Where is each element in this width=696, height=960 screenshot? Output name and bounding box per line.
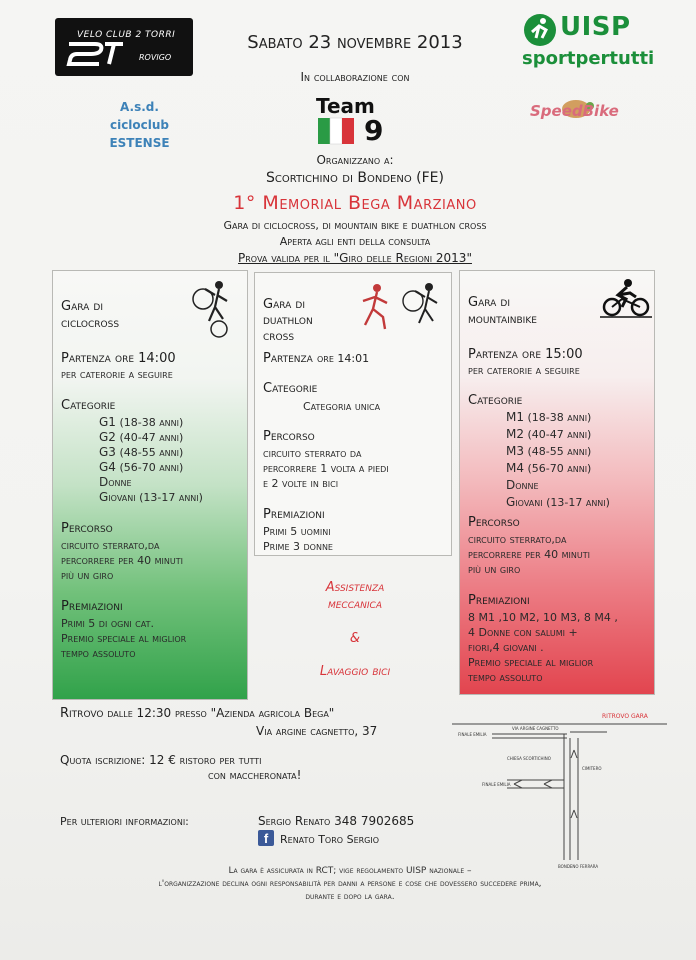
right-category-list — [506, 409, 610, 511]
map-bondeno: BONDENO FERRARA — [558, 864, 599, 869]
map-via-argine: VIA ARGINE CAGNETTO — [512, 726, 559, 731]
quota-text-2: con maccheronata! — [208, 768, 302, 782]
map-cimitero: CIMITERO — [582, 766, 602, 771]
mid-partenza-time: ore 14:01 — [316, 352, 370, 365]
runner-icon — [355, 281, 395, 337]
map-ritrovo-label: RITROVO GARA — [602, 713, 648, 720]
footer-line3: durante e dopo la gara. — [305, 892, 395, 902]
contact-name: Sergio Renato — [258, 814, 331, 828]
assist-ampersand: & — [349, 631, 361, 646]
asd-line: cicloclub — [109, 118, 170, 132]
category-item: Donne — [99, 475, 132, 489]
right-partenza — [468, 347, 583, 363]
mid-prem-line: Prime 3 donne — [263, 540, 333, 553]
asd-line: ESTENSE — [109, 136, 170, 150]
mid-partenza-label: Partenza — [263, 351, 313, 366]
category-item: G2 (40-47 anni) — [99, 430, 184, 444]
address-text: Via argine cagnetto, 37 — [256, 724, 378, 738]
right-title1: Gara di — [468, 295, 510, 310]
cyclocross-rider-icon — [189, 277, 237, 341]
event-place: Scortichino di Bondeno (FE) — [266, 170, 444, 186]
mid-prem-line: Primi 5 uomini — [263, 525, 331, 538]
uisp-text: UISP — [560, 12, 631, 42]
uisp-subtext: sportpertutti — [522, 48, 655, 69]
mid-categorie: Categorie — [263, 381, 318, 396]
mid-premiazioni: Premiazioni — [263, 507, 325, 522]
category-item: M3 (48-55 anni) — [506, 444, 592, 458]
left-partenza-time: ore 14:00 — [114, 351, 176, 366]
right-prem-line: 8 M1 ,10 M2, 10 M3, 8 M4 , — [468, 611, 618, 624]
quota-row — [60, 753, 262, 767]
right-partenza-label: Partenza — [468, 347, 518, 362]
category-item: Giovani (13-17 anni) — [506, 495, 610, 509]
left-title1: Gara di — [61, 299, 103, 314]
uisp-logo — [520, 8, 660, 78]
contact-phone: 348 7902685 — [334, 814, 415, 828]
left-percorso-line: più un giro — [61, 569, 114, 582]
giro-regioni-text: Prova valida per il "Giro delle Regioni 2013" — [238, 251, 472, 265]
left-partenza — [61, 351, 176, 367]
right-percorso-line: più un giro — [468, 563, 521, 576]
map-finale-emilia-1: FINALE EMILIA — [458, 732, 487, 737]
left-partenza-sub: per caterorie a seguire — [61, 368, 173, 381]
organizzano-text: Organizzano a: — [316, 153, 394, 167]
right-prem-line: fiori,4 giovani . — [468, 641, 544, 654]
left-title2: ciclocross — [61, 316, 120, 331]
right-percorso: Percorso — [468, 515, 520, 530]
club-logo-line2: ROVIGO — [139, 53, 172, 62]
left-category-list — [99, 415, 203, 505]
right-percorso-line: percorrere per 40 minuti — [468, 548, 590, 561]
map-chiesa: CHIESA SCORTICHINO — [507, 756, 551, 761]
mid-percorso-line: percorrere 1 volta a piedi — [263, 462, 389, 475]
uisp-runner-icon — [522, 12, 558, 48]
assist-line2: meccanica — [327, 597, 382, 612]
velo-club-logo — [55, 18, 193, 76]
mid-percorso-line: circuito sterrato da — [263, 447, 362, 460]
race-types: Gara di ciclocross, di mountain bike e duathlon cross — [223, 219, 487, 232]
mid-percorso: Percorso — [263, 429, 315, 444]
team-logo-text: Team — [316, 94, 375, 118]
mid-title2: duathlon — [263, 313, 313, 328]
mid-title3: cross — [263, 329, 295, 344]
speedbike-logo — [528, 92, 638, 132]
cyclocross-rider-icon — [401, 279, 447, 339]
category-item: M4 (56-70 anni) — [506, 461, 592, 475]
left-prem-line: tempo assoluto — [61, 647, 136, 660]
asd-line: A.s.d. — [120, 100, 159, 114]
mid-percorso-line: e 2 volte in bici — [263, 477, 339, 490]
right-percorso-line: circuito sterrato,da — [468, 533, 567, 546]
asd-cicloclub-estense — [92, 98, 187, 152]
ritrovo-text: dalle 12:30 presso "Azienda agricola Bega" — [107, 706, 335, 720]
right-partenza-time: ore 15:00 — [521, 347, 583, 362]
category-item: G1 (18-38 anni) — [99, 415, 184, 429]
left-partenza-label: Partenza — [61, 351, 111, 366]
left-premiazioni: Premiazioni — [61, 599, 123, 614]
right-prem-line: 4 Donne con salumi + — [468, 626, 578, 639]
quota-text: 12 € ristoro per tutti — [149, 753, 262, 767]
right-premiazioni: Premiazioni — [468, 593, 530, 608]
footer-line1: La gara è assicurata in RCT; vige regolamento UISP nazionale – — [228, 866, 472, 876]
club-logo-line1: VELO CLUB 2 TORRI — [77, 30, 176, 40]
category-item: G3 (48-55 anni) — [99, 445, 184, 459]
right-prem-line: Premio speciale al miglior — [468, 656, 594, 669]
left-percorso-line: circuito sterrato,da — [61, 539, 160, 552]
event-date: Sabato 23 novembre 2013 — [247, 32, 463, 53]
team9-logo — [312, 94, 390, 146]
memorial-title: 1° Memorial Bega Marziano — [233, 192, 477, 214]
quota-label: Quota iscrizione: — [60, 753, 146, 767]
left-prem-line: Premio speciale al miglior — [61, 632, 187, 645]
mid-partenza — [263, 351, 369, 367]
speedbike-text: SpeedBike — [530, 102, 619, 120]
category-item: Giovani (13-17 anni) — [99, 490, 203, 504]
ciclocross-panel — [52, 270, 248, 700]
assist-line1: Assistenza — [325, 580, 385, 595]
assist-line3: Lavaggio bici — [319, 664, 391, 679]
left-categorie: Categorie — [61, 398, 116, 413]
mid-cat-unica: Categoria unica — [303, 400, 381, 413]
open-to-text: Aperta agli enti della consulta — [279, 235, 431, 248]
footer-line2: l'organizzazione declina ogni responsabilità per danni a persone e cose che dovessero succedere prima, — [158, 879, 542, 889]
right-categorie: Categorie — [468, 393, 523, 408]
category-item: M1 (18-38 anni) — [506, 410, 592, 424]
map-finale-emilia-2: FINALE EMILIA — [482, 782, 511, 787]
mountainbike-rider-icon — [600, 277, 652, 319]
left-percorso-line: percorrere per 40 minuti — [61, 554, 183, 567]
category-item: Donne — [506, 478, 539, 492]
right-prem-line: tempo assoluto — [468, 671, 543, 684]
category-item: G4 (56-70 anni) — [99, 460, 184, 474]
duathlon-panel — [254, 272, 452, 556]
facebook-icon: f — [258, 830, 274, 846]
ritrovo-row — [60, 706, 334, 721]
team-logo-number: 9 — [364, 114, 384, 147]
info-label: Per ulteriori informazioni: — [60, 815, 189, 828]
route-map — [452, 710, 677, 870]
left-percorso: Percorso — [61, 521, 113, 536]
mid-title1: Gara di — [263, 297, 305, 312]
right-title2: mountainbike — [468, 312, 537, 327]
club-2t-mark — [65, 38, 125, 68]
category-item: M2 (40-47 anni) — [506, 427, 592, 441]
collaboration-text: In collaborazione con — [300, 70, 410, 84]
ritrovo-label: Ritrovo — [60, 706, 104, 721]
right-partenza-sub: per caterorie a seguire — [468, 364, 580, 377]
contact-row — [258, 814, 414, 828]
facebook-name: Renato Toro Sergio — [280, 833, 380, 846]
left-prem-line: Primi 5 di ogni cat. — [61, 617, 154, 630]
mountainbike-panel — [459, 270, 655, 695]
